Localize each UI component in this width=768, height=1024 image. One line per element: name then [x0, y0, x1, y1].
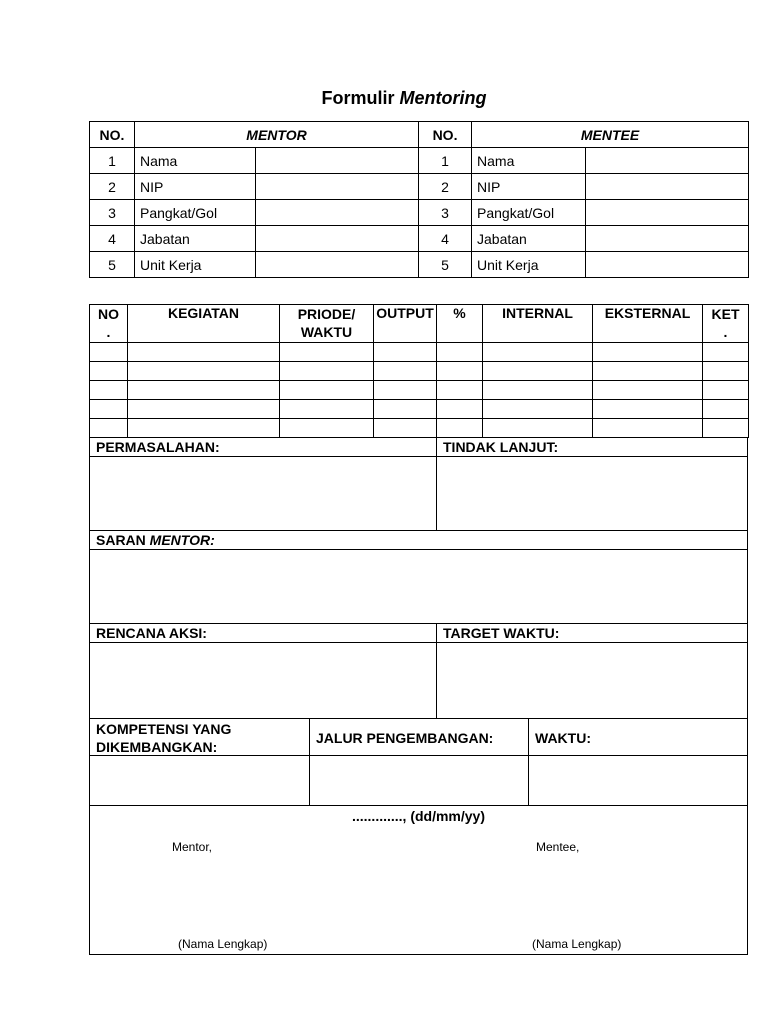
- identity-row: [90, 200, 749, 226]
- jalur-field[interactable]: [309, 755, 529, 806]
- header-percent: %: [437, 305, 483, 343]
- target-waktu-header: [436, 623, 748, 643]
- mentor-value-cell[interactable]: [256, 252, 419, 278]
- saran-mentor-field[interactable]: [89, 549, 748, 624]
- permasalahan-label: PERMASALAHAN:: [96, 439, 220, 455]
- row-number: 3: [90, 200, 135, 226]
- cell[interactable]: [90, 381, 128, 400]
- cell[interactable]: [483, 362, 593, 381]
- mentor-no-header: NO.: [90, 122, 135, 148]
- cell[interactable]: [374, 381, 437, 400]
- cell[interactable]: [374, 419, 437, 438]
- cell[interactable]: [128, 343, 280, 362]
- waktu-field[interactable]: [528, 755, 748, 806]
- jalur-header: [309, 718, 529, 756]
- permasalahan-field[interactable]: [89, 456, 437, 531]
- cell[interactable]: [483, 400, 593, 419]
- mentee-value-cell[interactable]: [586, 226, 749, 252]
- identity-row: [90, 226, 749, 252]
- cell[interactable]: [128, 400, 280, 419]
- cell[interactable]: [280, 419, 374, 438]
- cell[interactable]: [437, 343, 483, 362]
- cell[interactable]: [280, 400, 374, 419]
- cell[interactable]: [437, 400, 483, 419]
- cell[interactable]: [437, 362, 483, 381]
- signature-box: [89, 805, 748, 955]
- mentee-full-name[interactable]: (Nama Lengkap): [532, 937, 622, 951]
- mentee-value-cell[interactable]: [586, 200, 749, 226]
- mentee-value-cell[interactable]: [586, 148, 749, 174]
- row-number: 1: [90, 148, 135, 174]
- rencana-aksi-header: [89, 623, 437, 643]
- header-periode: PRIODE/ WAKTU: [280, 305, 374, 343]
- page-title: [0, 88, 768, 109]
- row-number: 5: [419, 252, 472, 278]
- cell[interactable]: [90, 343, 128, 362]
- cell[interactable]: [703, 400, 749, 419]
- cell[interactable]: [374, 400, 437, 419]
- mentor-value-cell[interactable]: [256, 226, 419, 252]
- cell[interactable]: [374, 362, 437, 381]
- table-row: [90, 362, 749, 381]
- identity-row: [90, 174, 749, 200]
- cell[interactable]: [593, 343, 703, 362]
- cell[interactable]: [703, 381, 749, 400]
- cell[interactable]: [437, 419, 483, 438]
- cell[interactable]: [593, 381, 703, 400]
- cell[interactable]: [437, 381, 483, 400]
- row-label: Unit Kerja: [135, 252, 256, 278]
- cell[interactable]: [90, 419, 128, 438]
- waktu-header: [528, 718, 748, 756]
- cell[interactable]: [128, 381, 280, 400]
- cell[interactable]: [483, 381, 593, 400]
- row-label: Jabatan: [135, 226, 256, 252]
- row-number: 1: [419, 148, 472, 174]
- mentor-value-cell[interactable]: [256, 174, 419, 200]
- mentor-header: MENTOR: [135, 122, 419, 148]
- header-ket: KET .: [703, 305, 749, 343]
- cell[interactable]: [593, 400, 703, 419]
- cell[interactable]: [90, 400, 128, 419]
- identity-row: [90, 148, 749, 174]
- mentor-value-cell[interactable]: [256, 148, 419, 174]
- row-label: Jabatan: [472, 226, 586, 252]
- row-label: Pangkat/Gol: [135, 200, 256, 226]
- row-number: 4: [419, 226, 472, 252]
- mentee-signature-label: Mentee,: [536, 840, 580, 854]
- tindak-lanjut-field[interactable]: [436, 456, 748, 531]
- title-prefix: Formulir: [321, 88, 395, 108]
- cell[interactable]: [703, 362, 749, 381]
- waktu-label: WAKTU:: [535, 730, 591, 746]
- mentor-value-cell[interactable]: [256, 200, 419, 226]
- tindak-lanjut-label: TINDAK LANJUT:: [443, 439, 559, 455]
- cell[interactable]: [703, 343, 749, 362]
- row-label: Unit Kerja: [472, 252, 586, 278]
- kompetensi-label: KOMPETENSI YANG DIKEMBANGKAN:: [96, 721, 232, 755]
- identity-row: [90, 252, 749, 278]
- cell[interactable]: [280, 381, 374, 400]
- header-kegiatan: KEGIATAN: [128, 305, 280, 343]
- row-number: 2: [419, 174, 472, 200]
- saran-mentor-label: SARAN MENTOR:: [96, 532, 215, 548]
- mentor-signature-label: Mentor,: [172, 840, 213, 854]
- target-waktu-label: TARGET WAKTU:: [443, 625, 560, 641]
- cell[interactable]: [128, 362, 280, 381]
- kompetensi-field[interactable]: [89, 755, 310, 806]
- row-number: 4: [90, 226, 135, 252]
- date-line[interactable]: ............., (dd/mm/yy): [351, 808, 486, 824]
- table-row: [90, 343, 749, 362]
- cell[interactable]: [374, 343, 437, 362]
- row-label: NIP: [135, 174, 256, 200]
- rencana-aksi-field[interactable]: [89, 642, 437, 719]
- kompetensi-header: [89, 718, 310, 756]
- cell[interactable]: [90, 362, 128, 381]
- cell[interactable]: [280, 362, 374, 381]
- mentee-value-cell[interactable]: [586, 174, 749, 200]
- permasalahan-header: [89, 437, 437, 457]
- row-number: 5: [90, 252, 135, 278]
- target-waktu-field[interactable]: [436, 642, 748, 719]
- row-number: 3: [419, 200, 472, 226]
- cell[interactable]: [593, 419, 703, 438]
- title-italic: Mentoring: [399, 88, 487, 108]
- mentee-no-header: NO.: [419, 122, 472, 148]
- cell[interactable]: [593, 362, 703, 381]
- jalur-label: JALUR PENGEMBANGAN:: [316, 730, 494, 746]
- mentor-full-name[interactable]: (Nama Lengkap): [178, 937, 268, 951]
- row-label: Nama: [135, 148, 256, 174]
- rencana-aksi-label: RENCANA AKSI:: [96, 625, 207, 641]
- table-row: [90, 419, 749, 438]
- header-internal: INTERNAL: [483, 305, 593, 343]
- saran-mentor-header: [89, 530, 748, 550]
- identity-table: [89, 121, 749, 278]
- header-no: NO .: [90, 305, 128, 343]
- table-row: [90, 400, 749, 419]
- row-label: NIP: [472, 174, 586, 200]
- cell[interactable]: [128, 419, 280, 438]
- table-row: [90, 381, 749, 400]
- cell[interactable]: [280, 343, 374, 362]
- row-label: Nama: [472, 148, 586, 174]
- tindak-lanjut-header: [436, 437, 748, 457]
- cell[interactable]: [703, 419, 749, 438]
- header-output: OUTPUT: [374, 305, 437, 343]
- header-eksternal: EKSTERNAL: [593, 305, 703, 343]
- cell[interactable]: [483, 419, 593, 438]
- cell[interactable]: [483, 343, 593, 362]
- row-number: 2: [90, 174, 135, 200]
- mentee-value-cell[interactable]: [586, 252, 749, 278]
- mentee-header: MENTEE: [472, 122, 749, 148]
- activities-table: [89, 304, 749, 438]
- row-label: Pangkat/Gol: [472, 200, 586, 226]
